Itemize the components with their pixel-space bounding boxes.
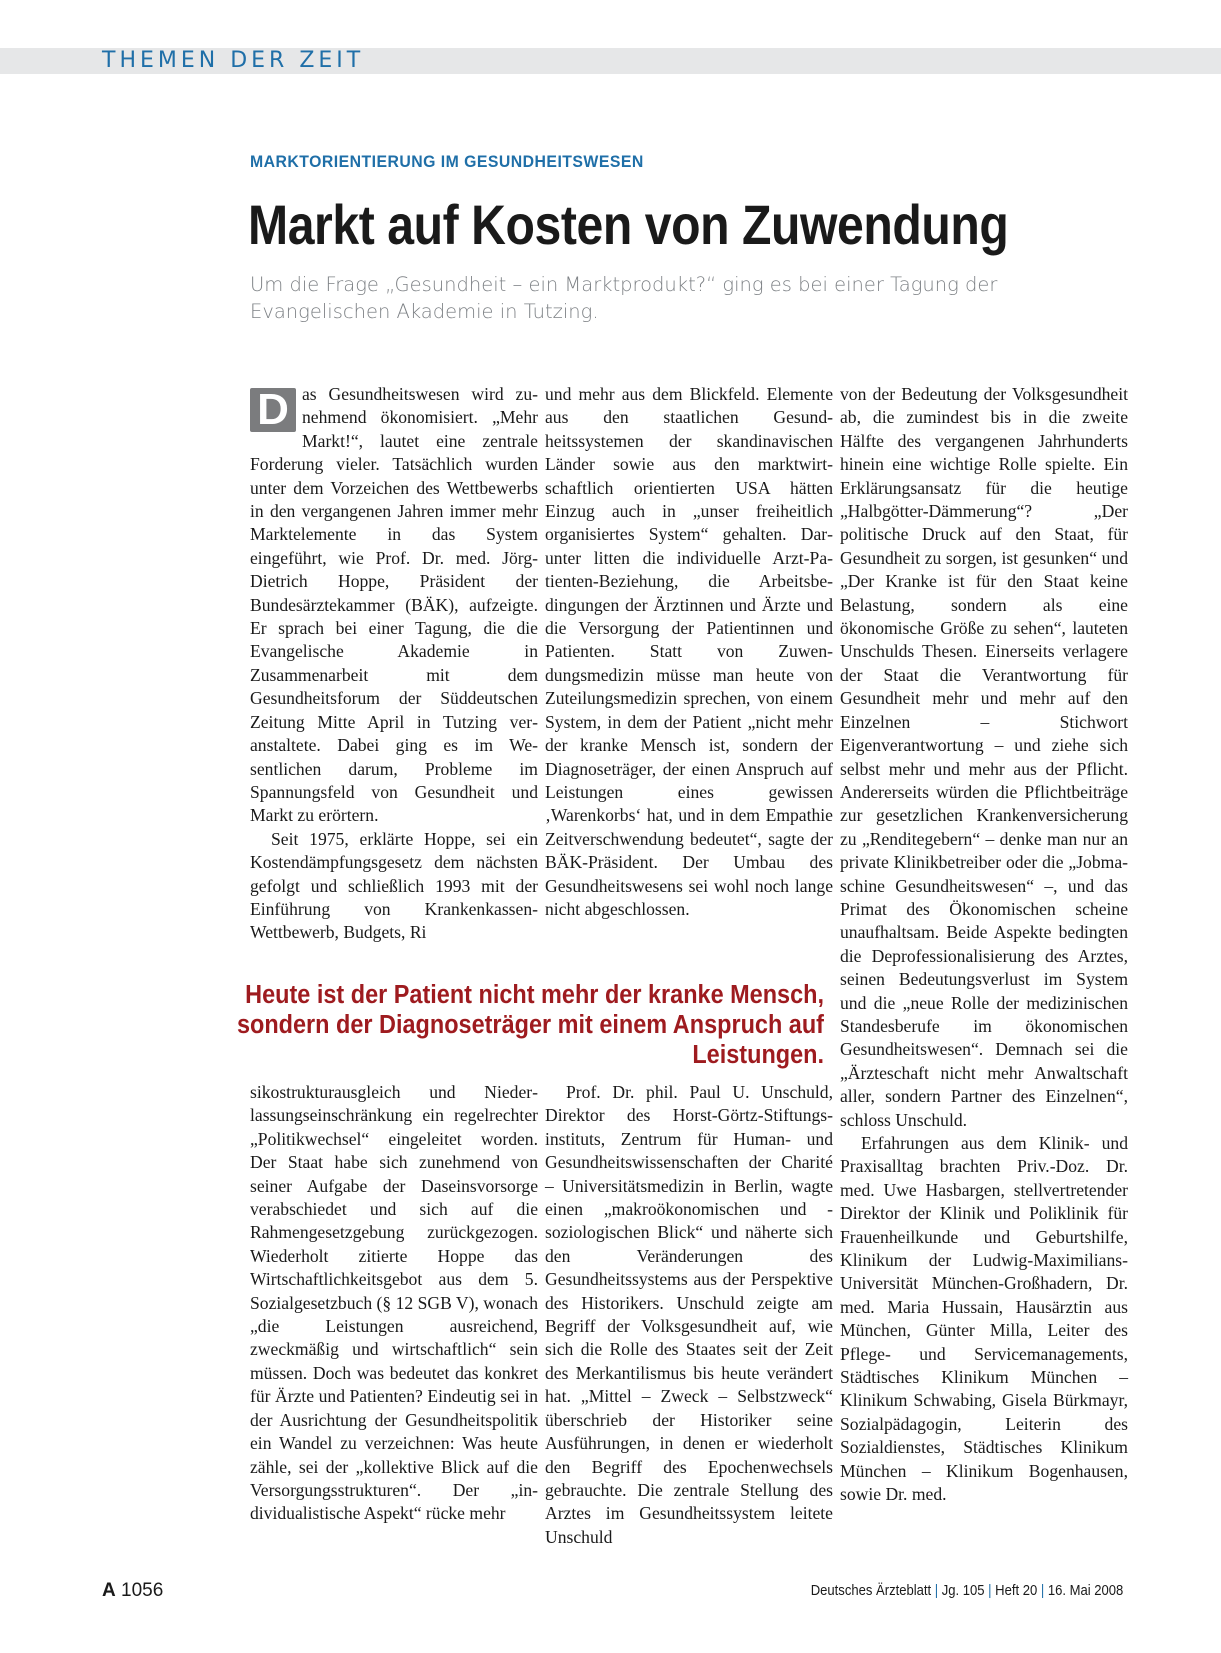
column-1-top: [250, 383, 538, 945]
column-1-bottom: [250, 1081, 538, 1526]
section-label: THEMEN DER ZEIT: [102, 48, 365, 73]
date: 16. Mai 2008: [1047, 1583, 1123, 1599]
pull-quote: Heute ist der Patient nicht mehr der kranke Mensch, sondern der Diagnoseträger mit einem Anspruch auf Leistungen.: [236, 981, 825, 1069]
column-2-bottom: [545, 1081, 833, 1549]
volume: Jg. 105: [941, 1583, 985, 1599]
issue: Heft 20: [994, 1583, 1037, 1599]
article-title: Markt auf Kosten von Zuwendung: [248, 193, 1009, 256]
drop-cap: D: [250, 388, 296, 432]
paragraph: sikostrukturausgleich und Niederlassungseinschränkung ein regelrechter „Politikwechsel“ eingeleitet worden. Der Staat habe sich zunehmend von seiner Aufgabe der Daseinsvorsorge verabschiedet und sich auf die Rahmengesetzgebung zurückgezogen. Wiederholt zitierte Hoppe das Wirtschaftlichkeitsgebot aus dem 5. Sozialgesetzbuch (§ 12 SGB V), wonach „die Leistungen ausreichend, zweckmäßig und wirtschaftlich“ sein müssen. Doch was bedeutet das konkret für Ärzte und Patienten? Eindeutig sei in der Ausrichtung der Gesundheitspolitik ein Wandel zu verzeichnen: Was heute zähle, sei der „kollektive Blick auf die Versorgungsstrukturen“. Der „individualistische Aspekt“ rücke mehr: [250, 1082, 538, 1524]
paragraph: Erfahrungen aus dem Klinik- und Praxisalltag brachten Priv.-Doz. Dr. med. Uwe Hasbargen, stellvertretender Direktor der Klinik und Poliklinik für Frauenheilkunde und Geburtshilfe, Klinikum der Ludwig-Maximilians-Universität München-Großhadern, Dr. med. Maria Hussain, Hausärztin aus München, Günter Milla, Leiter des Pflege- und Servicemanagements, Städtisches Klinikum München – Klinikum Schwabing, Gisela Bürkmayr, Sozialpädagogin, Leiterin des Sozialdienstes, Städtisches Klinikum München – Klinikum Bogenhausen, sowie Dr. med.: [840, 1133, 1128, 1505]
paragraph: und mehr aus dem Blickfeld. Elemente aus den staatlichen Gesundheitssystemen der skandinavischen Länder sowie aus den marktwirtschaftlich orientierten USA hätten Einzug auch in „unser freiheitlich organisiertes System“ gehalten. Darunter litten die individuelle Arzt-Patienten-Beziehung, die Arbeitsbedingungen der Ärztinnen und Ärzte und die Versorgung der Patientinnen und Patienten. Statt von Zuwendungsmedizin müsse man heute von Zuteilungsmedizin sprechen, von einem System, in dem der Patient „nicht mehr der kranke Mensch ist, sondern der Diagnoseträger, der einen Anspruch auf Leistungen eines gewissen ‚Warenkorbs‘ hat, und in dem Empathie Zeitverschwendung bedeutet“, sagte der BÄK-Präsident. Der Umbau des Gesundheitswesens sei wohl noch lange nicht abgeschlossen.: [545, 384, 833, 919]
page-number: A 1056: [102, 1580, 164, 1601]
article-kicker: MARKTORIENTIERUNG IM GESUNDHEITSWESEN: [250, 152, 644, 171]
column-2-top: [545, 383, 833, 921]
article-standfirst: Um die Frage „Gesundheit – ein Marktprodukt?“ ging es bei einer Tagung der Evangelischen Akademie in Tutzing.: [250, 273, 998, 323]
paragraph: D as Gesundheitswesen wird zunehmend ökonomisiert. „Mehr Markt!“, lautet eine zentrale Forderung vieler. Tatsächlich wurden unter dem Vorzeichen des Wettbewerbs in den vergangenen Jahren immer mehr Marktelemente in das System eingeführt, wie Prof. Dr. med. Jörg-Dietrich Hoppe, Präsident der Bundesärztekammer (BÄK), aufzeigte. Er sprach bei einer Tagung, die die Evangelische Akademie in Zusammenarbeit mit dem Gesundheitsforum der Süddeutschen Zeitung Mitte April in Tutzing veranstaltete. Dabei ging es im Wesentlichen darum, Probleme im Spannungsfeld von Gesundheit und Markt zu erörtern.: [250, 384, 538, 826]
paragraph: von der Bedeutung der Volksgesundheit ab, die zumindest bis in die zweite Hälfte des vergangenen Jahrhunderts hinein eine wichtige Rolle spielte. Ein Erklärungsansatz für die heutige „Halbgötter-Dämmerung“? „Der politische Druck auf den Staat, für Gesundheit zu sorgen, ist gesunken“ und „Der Kranke ist für den Staat keine Belastung, sondern als eine ökonomische Größe zu sehen“, lauteten Unschulds Thesen. Einerseits verlagere der Staat die Verantwortung für Gesundheit mehr und mehr auf den Einzelnen – Stichwort Eigenverantwortung – und ziehe sich selbst mehr und mehr aus der Pflicht. Andererseits würden die Pflichtbeiträge zur gesetzlichen Krankenversicherung zu „Renditegebern“ – denke man nur an private Klinikbetreiber oder die „Jobmaschine Gesundheitswesen“ –, und das Primat des Ökonomischen scheine unaufhaltsam. Beide Aspekte bedingten die Deprofessionalisierung des Arztes, seinen Bedeutungsverlust im System und die „neue Rolle der medizinischen Standesberufe im ökonomischen Gesundheitswesen“. Demnach sei die „Ärzteschaft nicht mehr Anwaltschaft aller, sondern Partner des Einzelnen“, schloss Unschuld.: [840, 384, 1128, 1130]
journal-name: Deutsches Ärzteblatt: [810, 1583, 931, 1599]
column-3: [840, 383, 1128, 1507]
paragraph: Seit 1975, erklärte Hoppe, sei ein Kostendämpfungsgesetz dem nächsten gefolgt und schließlich 1993 mit der Einführung von Krankenkassen-Wettbewerb, Budgets, Ri: [250, 828, 538, 943]
journal-footer: Deutsches Ärzteblatt | Jg. 105 | Heft 20 | 16. Mai 2008: [810, 1583, 1123, 1599]
paragraph: Prof. Dr. phil. Paul U. Unschuld, Direktor des Horst-Görtz-Stiftungsinstituts, Zentrum für Human- und Gesundheitswissenschaften der Charité – Universitätsmedizin in Berlin, wagte einen „makroökonomischen und -soziologischen Blick“ und näherte sich den Veränderungen des Gesundheitssystems aus der Perspektive des Historikers. Unschuld zeigte am Begriff der Volksgesundheit auf, wie sich die Rolle des Staates seit der Zeit des Merkantilismus bis heute verändert hat. „Mittel – Zweck – Selbstzweck“ überschrieb der Historiker seine Ausführungen, in denen er wiederholt den Begriff des Epochenwechsels gebrauchte. Die zentrale Stellung des Arztes im Gesundheitssystem leitete Unschuld: [545, 1082, 833, 1547]
